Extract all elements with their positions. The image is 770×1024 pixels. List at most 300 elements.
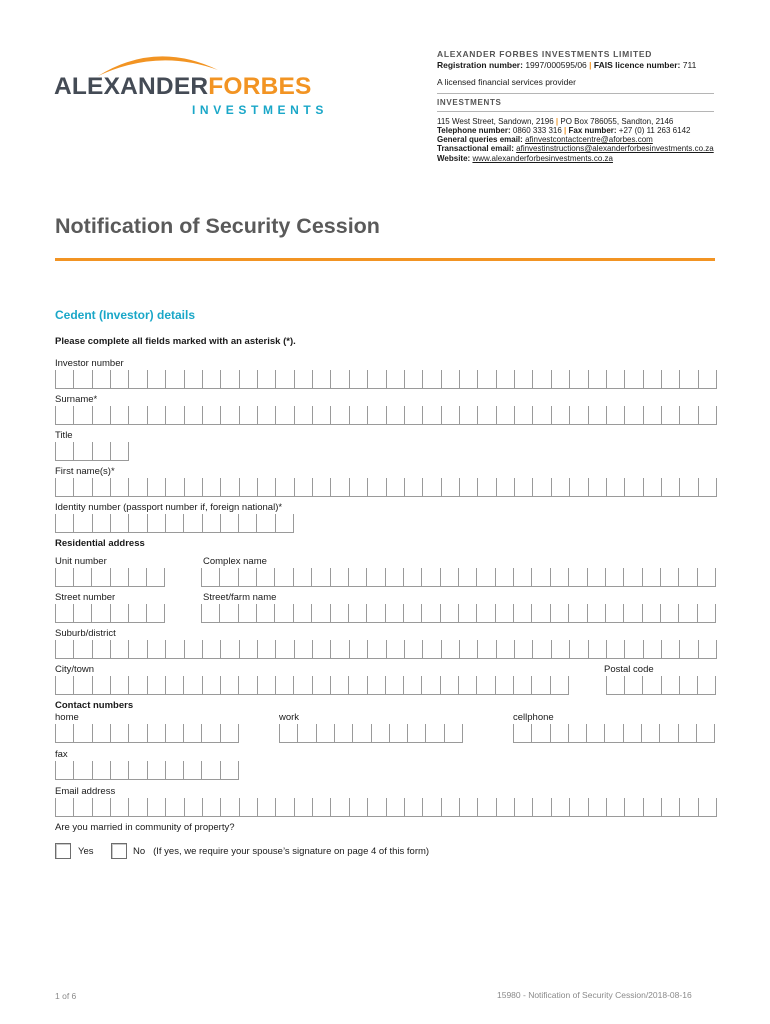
char-box-divider [696,724,697,742]
char-box-divider [274,568,275,586]
char-box-divider [257,798,258,816]
char-box-divider [551,640,552,658]
char-box-divider [588,406,589,424]
char-box-divider [330,370,331,388]
char-box-divider [55,761,56,779]
char-box-divider [404,640,405,658]
char-box-divider [698,798,699,816]
char-box-divider [349,798,350,816]
char-box-divider [55,442,56,460]
char-box-divider [366,568,367,586]
title-label: Title [55,430,73,441]
char-box-divider [386,370,387,388]
char-box-divider [238,604,239,622]
char-box-divider [110,514,111,532]
char-box-divider [551,478,552,496]
char-box-divider [110,798,111,816]
investor-number-label: Investor number [55,358,124,369]
char-box-divider [513,724,514,742]
char-box-divider [55,478,56,496]
char-box-divider [55,514,56,532]
char-box-divider [55,370,56,388]
char-box-divider [128,604,129,622]
char-box-divider [73,568,74,586]
logo-wordmark-light: FORBES [208,73,312,100]
postal-code-field[interactable] [606,676,716,695]
char-box-divider [147,761,148,779]
char-box-divider [220,724,221,742]
char-box-divider [421,676,422,694]
city-field[interactable] [55,676,569,695]
char-box-divider [569,798,570,816]
char-box-divider [201,724,202,742]
char-box-divider [220,514,221,532]
char-box-divider [275,640,276,658]
char-box-divider [495,604,496,622]
char-box-divider [92,370,93,388]
work-label: work [279,712,300,723]
char-box-divider [312,798,313,816]
char-box-divider [165,640,166,658]
char-box-divider [623,568,624,586]
char-box-divider [184,406,185,424]
investor-number-field[interactable] [55,370,717,389]
char-box-divider [367,406,368,424]
logo-subtitle: INVESTMENTS [192,103,328,117]
char-box-divider [496,478,497,496]
char-box-divider [551,370,552,388]
address-line: 115 West Street, Sandown, 2196 | PO Box 786055, Sandton, 2146 [437,117,674,126]
char-box-divider [147,370,148,388]
char-box-divider [606,676,607,694]
char-box-divider [92,640,93,658]
char-box-divider [110,724,111,742]
char-box-divider [348,604,349,622]
char-box-divider [678,604,679,622]
char-box-divider [643,406,644,424]
char-box-divider [220,798,221,816]
phone-line: Telephone number: 0860 333 316 | Fax number: +27 (0) 11 263 6142 [437,126,691,135]
char-box-divider [642,676,643,694]
id-number-label: Identity number (passport number if, foreign national)* [55,502,283,513]
char-box-divider [128,798,129,816]
char-box-divider [330,676,331,694]
char-box-divider [201,604,202,622]
char-box-divider [403,568,404,586]
char-box-divider [458,604,459,622]
char-box-divider [367,676,368,694]
char-box-divider [293,514,294,532]
char-box-divider [73,604,74,622]
char-box-divider [330,406,331,424]
char-box-divider [624,676,625,694]
char-box-divider [330,798,331,816]
char-box-divider [532,370,533,388]
cellphone-field[interactable] [513,724,715,743]
char-box-divider [91,604,92,622]
char-box-divider [294,798,295,816]
char-box-divider [661,798,662,816]
char-box-divider [404,798,405,816]
char-box-divider [661,406,662,424]
char-box-divider [238,676,239,694]
char-box-divider [642,604,643,622]
char-box-divider [73,406,74,424]
logo-wordmark-dark: ALEXANDER [54,73,209,100]
char-box-divider [606,798,607,816]
yes-checkbox[interactable] [55,843,71,859]
char-box-divider [279,724,280,742]
char-box-divider [312,406,313,424]
section-title: Cedent (Investor) details [55,308,196,322]
char-box-divider [441,798,442,816]
char-box-divider [661,370,662,388]
char-box-divider [184,798,185,816]
char-box-divider [532,406,533,424]
char-box-divider [202,370,203,388]
char-box-divider [128,514,129,532]
char-box-divider [202,676,203,694]
char-box-divider [110,761,111,779]
website-link[interactable]: www.alexanderforbesinvestments.co.za [472,154,613,163]
char-box-divider [110,478,111,496]
char-box-divider [386,478,387,496]
char-box-divider [275,798,276,816]
street-number-label: Street number [55,592,116,603]
char-box-divider [293,604,294,622]
char-box-divider [441,478,442,496]
char-box-divider [367,478,368,496]
char-box-divider [184,370,185,388]
char-box-divider [476,604,477,622]
char-box-divider [55,676,56,694]
char-box-divider [73,514,74,532]
char-box-divider [385,604,386,622]
char-box-divider [477,798,478,816]
char-box-divider [110,442,111,460]
char-box-divider [606,478,607,496]
char-box-divider [352,724,353,742]
char-box-divider [128,370,129,388]
char-box-divider [256,604,257,622]
char-box-divider [660,568,661,586]
char-box-divider [513,604,514,622]
char-box-divider [389,724,390,742]
char-box-divider [73,478,74,496]
char-box-divider [422,478,423,496]
char-box-divider [312,676,313,694]
char-box-divider [716,798,717,816]
char-box-divider [495,676,496,694]
char-box-divider [165,761,166,779]
char-box-divider [531,568,532,586]
char-box-divider [568,676,569,694]
char-box-divider [73,798,74,816]
char-box-divider [128,442,129,460]
char-box-divider [514,640,515,658]
char-box-divider [367,370,368,388]
char-box-divider [477,370,478,388]
char-box-divider [404,370,405,388]
char-box-divider [147,514,148,532]
char-box-divider [425,724,426,742]
char-box-divider [348,676,349,694]
char-box-divider [110,370,111,388]
char-box-divider [661,478,662,496]
char-box-divider [679,406,680,424]
title-field[interactable] [55,442,129,461]
char-box-divider [92,478,93,496]
char-box-divider [605,568,606,586]
char-box-divider [147,724,148,742]
char-box-divider [715,604,716,622]
char-box-divider [477,640,478,658]
char-box-divider [624,406,625,424]
char-box-divider [275,478,276,496]
char-box-divider [624,640,625,658]
char-box-divider [587,604,588,622]
char-box-divider [476,568,477,586]
id-number-field[interactable] [55,514,294,533]
char-box-divider [716,640,717,658]
website-line: Website: www.alexanderforbesinvestments.co.za [437,154,613,163]
char-box-divider [312,370,313,388]
char-box-divider [147,640,148,658]
char-box-divider [440,568,441,586]
char-box-divider [165,724,166,742]
char-box-divider [239,370,240,388]
char-box-divider [697,568,698,586]
char-box-divider [386,640,387,658]
char-box-divider [110,604,111,622]
char-box-divider [698,406,699,424]
char-box-divider [714,724,715,742]
char-box-divider [569,478,570,496]
char-box-divider [568,568,569,586]
email-label: Email address [55,786,116,797]
char-box-divider [531,724,532,742]
char-box-divider [642,568,643,586]
page-title: Notification of Security Cession [55,214,380,238]
char-box-divider [165,676,166,694]
fax-field[interactable] [55,761,239,780]
char-box-divider [73,724,74,742]
char-box-divider [146,568,147,586]
char-box-divider [495,568,496,586]
char-box-divider [239,640,240,658]
char-box-divider [183,761,184,779]
char-box-divider [403,676,404,694]
yes-label: Yes [78,846,94,857]
char-box-divider [349,370,350,388]
char-box-divider [165,370,166,388]
char-box-divider [660,604,661,622]
char-box-divider [128,478,129,496]
char-box-divider [569,640,570,658]
suburb-field[interactable] [55,640,717,659]
char-box-divider [334,724,335,742]
transactional-email-link[interactable]: afinvestinstructions@alexanderforbesinvestments.co.za [516,144,714,153]
char-box-divider [316,724,317,742]
char-box-divider [588,370,589,388]
document-reference: 15980 - Notification of Security Cession/2018-08-16 [497,990,692,1000]
char-box-divider [257,676,258,694]
char-box-divider [183,514,184,532]
char-box-divider [569,406,570,424]
char-box-divider [698,640,699,658]
char-box-divider [697,604,698,622]
char-box-divider [348,568,349,586]
char-box-divider [459,478,460,496]
residential-address-heading: Residential address [55,538,145,549]
complex-name-field[interactable] [201,568,716,587]
char-box-divider [239,798,240,816]
char-box-divider [698,370,699,388]
char-box-divider [73,442,74,460]
no-label-line: No (If yes, we require your spouse’s signature on page 4 of this form) [133,846,430,857]
char-box-divider [550,724,551,742]
char-box-divider [385,568,386,586]
char-box-divider [513,568,514,586]
char-box-divider [477,478,478,496]
char-box-divider [459,406,460,424]
char-box-divider [293,676,294,694]
char-box-divider [550,676,551,694]
char-box-divider [568,604,569,622]
registration-line: Registration number: 1997/000595/06 | FAIS licence number: 711 [437,60,697,70]
char-box-divider [165,478,166,496]
char-box-divider [422,640,423,658]
char-box-divider [293,568,294,586]
char-box-divider [147,676,148,694]
char-box-divider [274,604,275,622]
char-box-divider [275,406,276,424]
char-box-divider [659,724,660,742]
char-box-divider [349,640,350,658]
char-box-divider [643,478,644,496]
char-box-divider [569,370,570,388]
char-box-divider [184,640,185,658]
char-box-divider [531,676,532,694]
char-box-divider [459,640,460,658]
char-box-divider [440,676,441,694]
surname-field[interactable] [55,406,717,425]
char-box-divider [679,676,680,694]
char-box-divider [202,406,203,424]
char-box-divider [257,370,258,388]
char-box-divider [606,640,607,658]
char-box-divider [110,406,111,424]
char-box-divider [604,724,605,742]
char-box-divider [55,568,56,586]
char-box-divider [606,370,607,388]
char-box-divider [421,604,422,622]
char-box-divider [441,370,442,388]
char-box-divider [459,370,460,388]
char-box-divider [698,478,699,496]
street-number-field[interactable] [55,604,165,623]
char-box-divider [92,514,93,532]
char-box-divider [128,568,129,586]
char-box-divider [496,406,497,424]
char-box-divider [679,798,680,816]
home-phone-field[interactable] [55,724,239,743]
char-box-divider [588,478,589,496]
work-phone-field[interactable] [279,724,463,743]
char-box-divider [164,568,165,586]
char-box-divider [257,478,258,496]
email-field[interactable] [55,798,717,817]
char-box-divider [165,798,166,816]
header-divider [437,93,714,94]
char-box-divider [349,406,350,424]
married-question: Are you married in community of property? [55,822,235,833]
char-box-divider [128,676,129,694]
char-box-divider [643,370,644,388]
char-box-divider [220,478,221,496]
char-box-divider [184,478,185,496]
char-box-divider [91,568,92,586]
char-box-divider [147,478,148,496]
char-box-divider [716,370,717,388]
char-box-divider [349,478,350,496]
city-label: City/town [55,664,95,675]
char-box-divider [661,676,662,694]
char-box-divider [661,640,662,658]
char-box-divider [147,406,148,424]
char-box-divider [201,761,202,779]
char-box-divider [330,478,331,496]
char-box-divider [531,604,532,622]
char-box-divider [496,798,497,816]
char-box-divider [514,798,515,816]
char-box-divider [330,568,331,586]
char-box-divider [55,798,56,816]
char-box-divider [73,640,74,658]
queries-email-link[interactable]: afinvestcontactcentre@aforbes.com [525,135,653,144]
division-label: INVESTMENTS [437,98,502,107]
char-box-divider [92,761,93,779]
char-box-divider [164,604,165,622]
char-box-divider [407,724,408,742]
char-box-divider [586,724,587,742]
char-box-divider [73,370,74,388]
char-box-divider [459,798,460,816]
unit-number-field[interactable] [55,568,165,587]
char-box-divider [643,640,644,658]
char-box-divider [92,798,93,816]
char-box-divider [220,676,221,694]
char-box-divider [202,798,203,816]
unit-number-label: Unit number [55,556,107,567]
company-name: ALEXANDER FORBES INVESTMENTS LIMITED [437,49,653,59]
char-box-divider [477,406,478,424]
char-box-divider [128,406,129,424]
char-box-divider [220,370,221,388]
char-box-divider [297,724,298,742]
char-box-divider [330,640,331,658]
char-box-divider [202,514,203,532]
char-box-divider [605,604,606,622]
street-farm-name-field[interactable] [201,604,716,623]
postal-code-label: Postal code [604,664,654,675]
no-checkbox[interactable] [111,843,127,859]
char-box-divider [458,676,459,694]
char-box-divider [275,676,276,694]
char-box-divider [679,370,680,388]
first-names-field[interactable] [55,478,717,497]
char-box-divider [624,478,625,496]
